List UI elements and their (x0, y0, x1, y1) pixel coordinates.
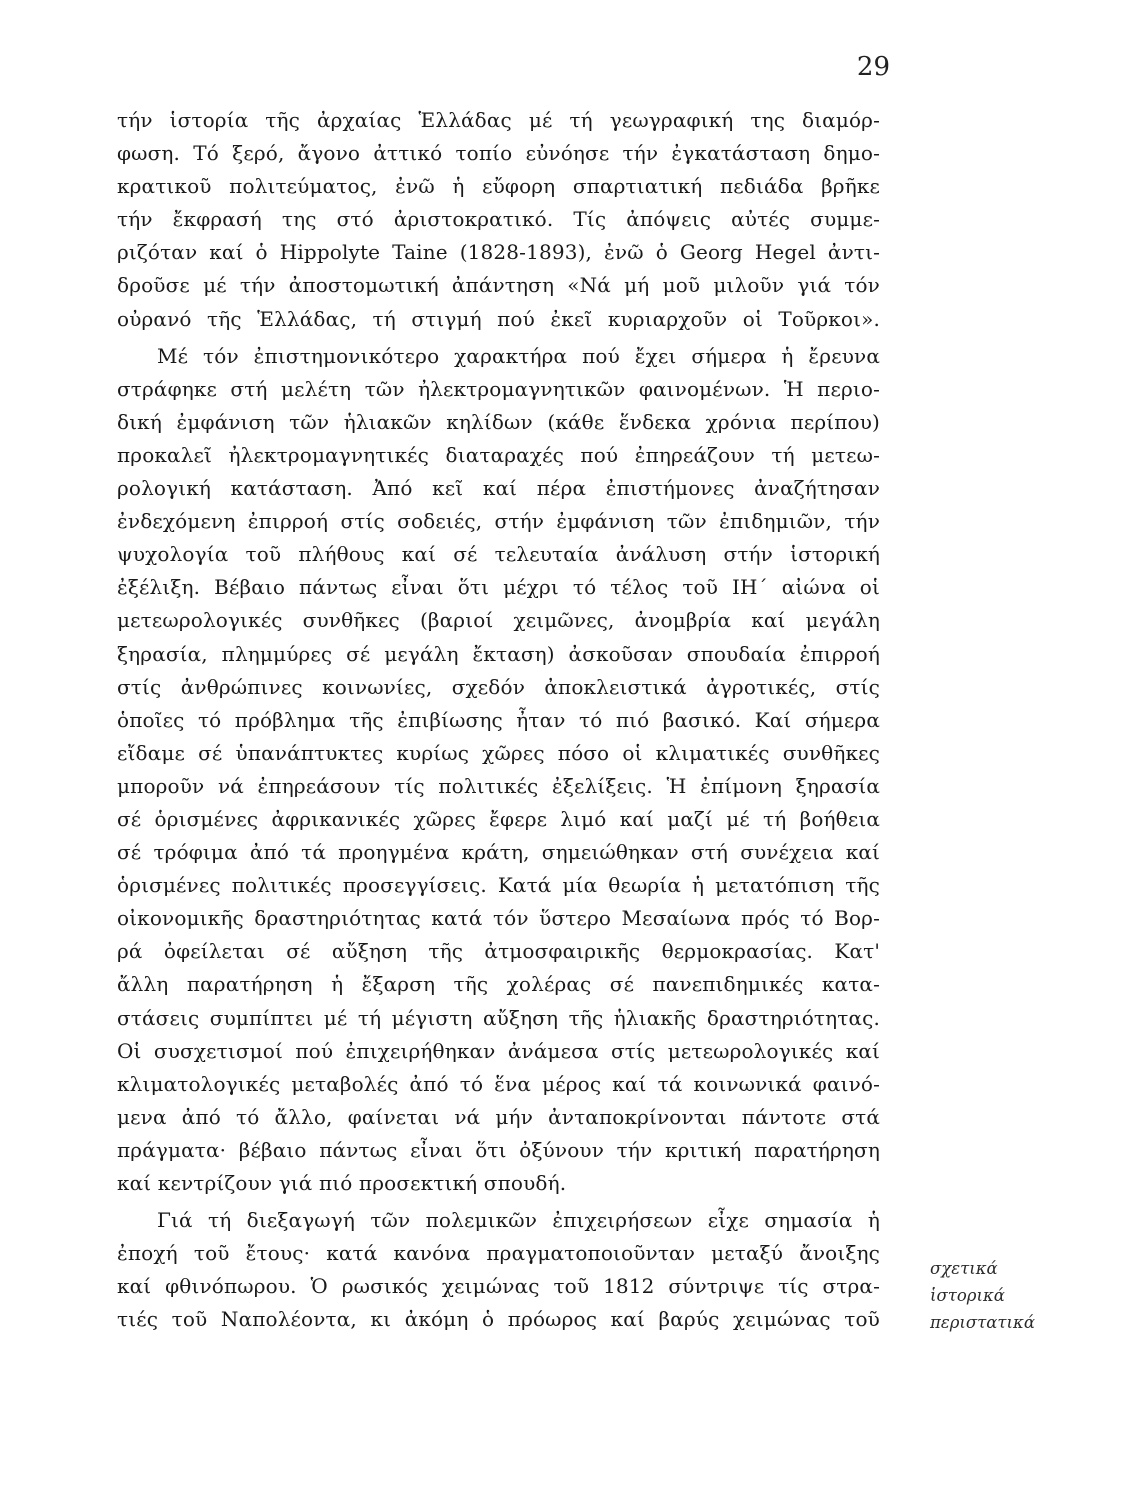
text-line: πράγματα· βέβαιο πάντως εἶναι ὅτι ὀξύνουν τήν κριτική παρατήρηση (117, 1137, 880, 1162)
margin-note-line: ἱστορικά (930, 1286, 1005, 1305)
text-line: δική ἐμφάνιση τῶν ἡλιακῶν κηλίδων (κάθε ἕνδεκα χρόνια περίπου) (117, 409, 880, 434)
text-line: τήν ἱστορία τῆς ἀρχαίας Ἑλλάδας μέ τή γεωγραφική της διαμόρ- (117, 108, 880, 132)
text-line: Γιά τή διεξαγωγή τῶν πολεμικῶν ἐπιχειρήσεων εἶχε σημασία ἡ (157, 1208, 880, 1233)
text-line: ρολογική κατάσταση. Ἀπό κεῖ καί πέρα ἐπιστήμονες ἀναζήτησαν (117, 476, 880, 501)
text-line: μετεωρολογικές συνθῆκες (βαριοί χειμῶνες, ἀνομβρία καί μεγάλη (117, 608, 880, 633)
text-line: στίς ἀνθρώπινες κοινωνίες, σχεδόν ἀποκλειστικά ἀγροτικές, στίς (117, 674, 880, 699)
text-line: ξηρασία, πλημμύρες σέ μεγάλη ἔκταση) ἀσκοῦσαν σπουδαία ἐπιρροή (117, 641, 880, 666)
text-line: ἄλλη παρατήρηση ἡ ἔξαρση τῆς χολέρας σέ πανεπιδημικές κατα- (117, 972, 880, 997)
text-line: κλιματολογικές μεταβολές ἀπό τό ἕνα μέρος καί τά κοινωνικά φαινό- (117, 1071, 880, 1096)
text-line: τιές τοῦ Ναπολέοντα, κι ἀκόμη ὁ πρόωρος καί βαρύς χειμώνας τοῦ (117, 1307, 880, 1332)
text-line: καί κεντρίζουν γιά πιό προσεκτική σπουδή. (117, 1171, 567, 1195)
text-line: κρατικοῦ πολιτεύματος, ἐνῶ ἡ εὔφορη σπαρτιατική πεδιάδα βρῆκε (117, 174, 880, 199)
text-line: ψυχολογία τοῦ πλήθους καί σέ τελευταία ἀνάλυση στήν ἱστορική (117, 542, 880, 567)
paragraph-3 (117, 1204, 880, 1336)
margin-note-line: περιστατικά (930, 1313, 1035, 1332)
margin-note-line: σχετικά (930, 1259, 998, 1278)
text-line: προκαλεῖ ἠλεκτρομαγνητικές διαταραχές πού ἐπηρεάζουν τή μετεω- (117, 442, 880, 467)
text-line: ἐνδεχόμενη ἐπιρροή στίς σοδειές, στήν ἐμφάνιση τῶν ἐπιδημιῶν, τήν (117, 509, 880, 534)
paragraph-2 (117, 340, 880, 1200)
text-line: ριζόταν καί ὁ Hippolyte Taine (1828-1893), ἐνῶ ὁ Georg Hegel ἀντι- (117, 240, 880, 265)
text-line: ὁποῖες τό πρόβλημα τῆς ἐπιβίωσης ἦταν τό πιό βασικό. Καί σήμερα (117, 707, 880, 732)
text-line: μποροῦν νά ἐπηρεάσουν τίς πολιτικές ἐξελίξεις. Ἡ ἐπίμονη ξηρασία (117, 773, 880, 798)
text-line: ρά ὀφείλεται σέ αὔξηση τῆς ἀτμοσφαιρικῆς θερμοκρασίας. Κατ' (117, 939, 880, 964)
paragraph-1 (117, 104, 880, 336)
text-line: εἴδαμε σέ ὑπανάπτυκτες κυρίως χῶρες πόσο οἱ κλιματικές συνθῆκες (117, 740, 880, 765)
text-line: στάσεις συμπίπτει μέ τή μέγιστη αὔξηση τῆς ἡλιακῆς δραστηριότητας. (117, 1005, 880, 1030)
text-line: τήν ἔκφρασή της στό ἀριστοκρατικό. Τίς ἀπόψεις αὐτές συμμε- (117, 207, 880, 232)
text-line: Οἱ συσχετισμοί πού ἐπιχειρήθηκαν ἀνάμεσα στίς μετεωρολογικές καί (117, 1038, 880, 1063)
text-line: στράφηκε στή μελέτη τῶν ἠλεκτρομαγνητικῶν φαινομένων. Ἡ περιο- (117, 376, 880, 401)
text-line: φωση. Τό ξερό, ἄγονο ἀττικό τοπίο εὐνόησε τήν ἐγκατάσταση δημο- (117, 141, 880, 166)
text-line: σέ ὁρισμένες ἀφρικανικές χῶρες ἔφερε λιμό καί μαζί μέ τή βοήθεια (117, 806, 880, 831)
text-line: ἐξέλιξη. Βέβαιο πάντως εἶναι ὅτι μέχρι τό τέλος τοῦ ΙΗ΄ αἰώνα οἱ (117, 575, 880, 600)
text-line: δροῦσε μέ τήν ἀποστομωτική ἀπάντηση «Νά μή μοῦ μιλοῦν γιά τόν (117, 273, 880, 298)
main-text (117, 104, 880, 1336)
text-line: οὐρανό τῆς Ἑλλάδας, τή στιγμή πού ἐκεῖ κυριαρχοῦν οἱ Τοῦρκοι». (117, 306, 880, 331)
text-line: ἐποχή τοῦ ἔτους· κατά κανόνα πραγματοποιοῦνταν μεταξύ ἄνοιξης (117, 1241, 880, 1266)
page-number: 29 (856, 52, 890, 82)
text-line: οἰκονομικῆς δραστηριότητας κατά τόν ὕστερο Μεσαίωνα πρός τό Βορ- (117, 906, 880, 931)
text-line: μενα ἀπό τό ἄλλο, φαίνεται νά μήν ἀνταποκρίνονται πάντοτε στά (117, 1104, 880, 1129)
text-line: ὁρισμένες πολιτικές προσεγγίσεις. Κατά μία θεωρία ἡ μετατόπιση τῆς (117, 873, 880, 898)
text-line: σέ τρόφιμα ἀπό τά προηγμένα κράτη, σημειώθηκαν στή συνέχεια καί (117, 840, 880, 865)
margin-note (930, 1255, 1110, 1336)
text-line: Μέ τόν ἐπιστημονικότερο χαρακτήρα πού ἔχει σήμερα ἡ ἔρευνα (157, 343, 880, 368)
text-line: καί φθινόπωρου. Ὁ ρωσικός χειμώνας τοῦ 1812 σύντριψε τίς στρα- (117, 1274, 880, 1299)
